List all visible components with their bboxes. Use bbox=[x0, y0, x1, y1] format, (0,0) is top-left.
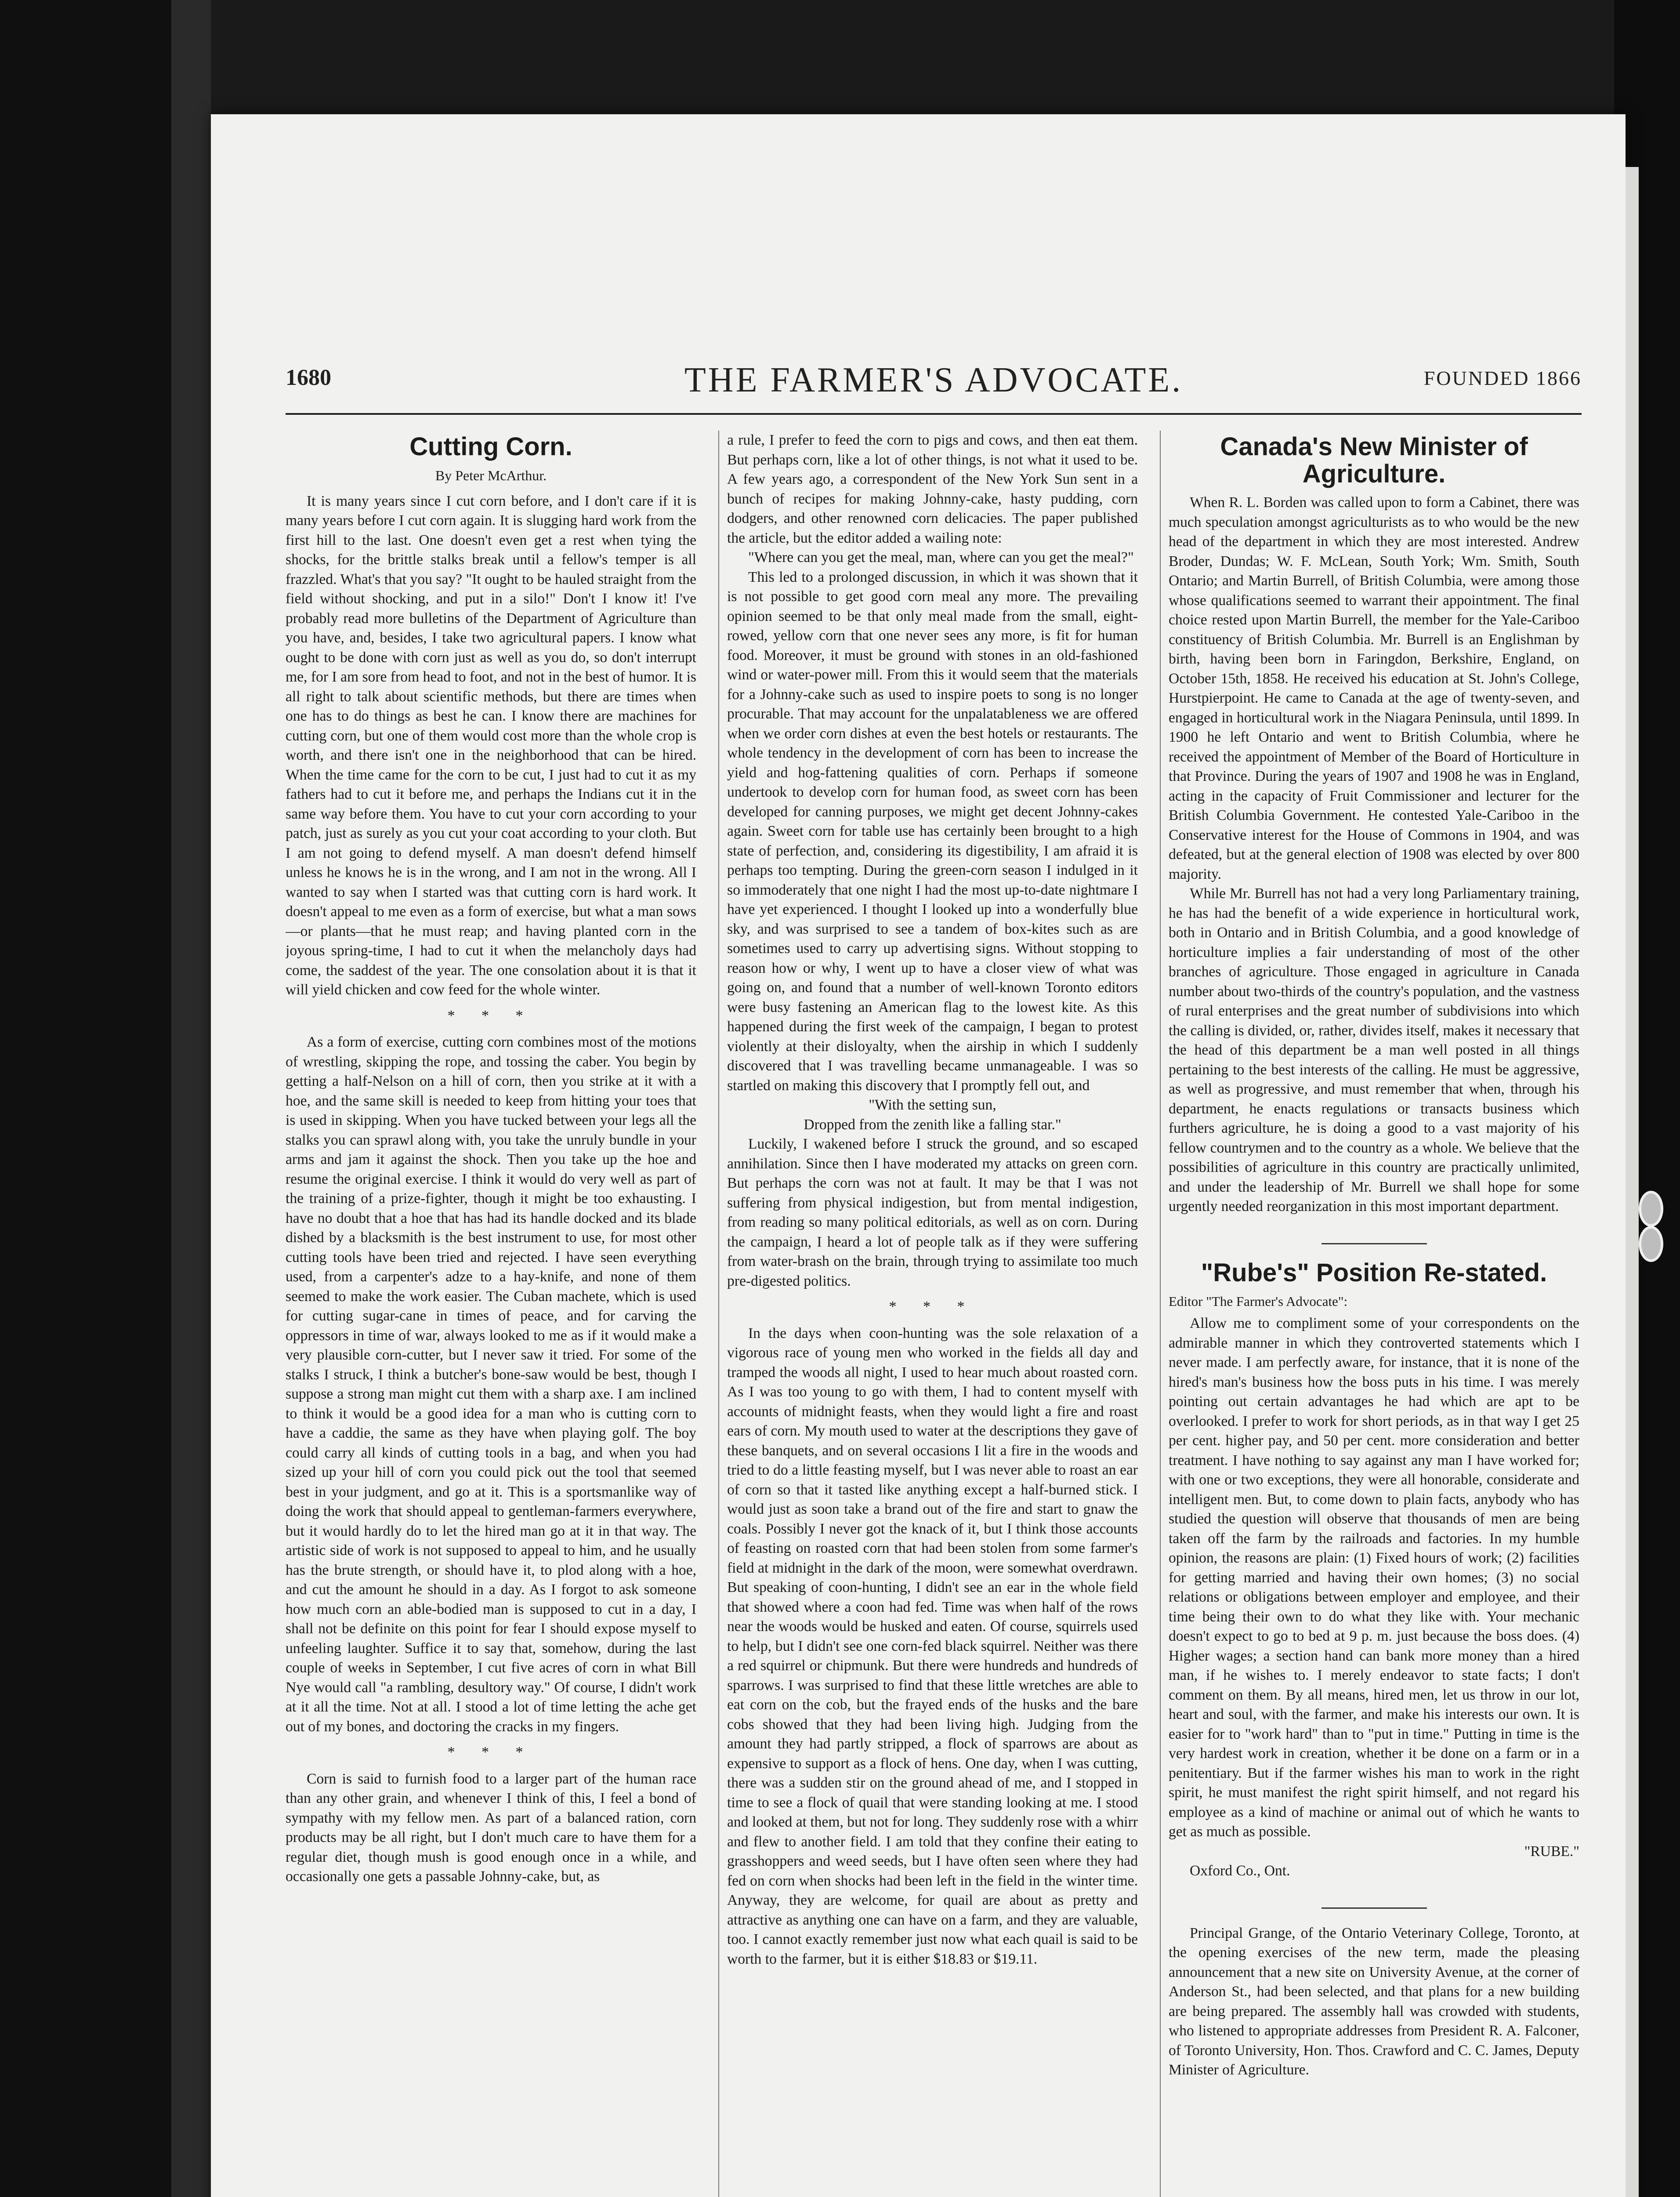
quotation: "Where can you get the meal, man, where can you get the meal?" bbox=[748, 549, 1134, 566]
article-divider bbox=[1322, 1907, 1427, 1909]
poem-line: "With the setting sun, bbox=[869, 1097, 996, 1113]
newspaper-page bbox=[211, 114, 1626, 2197]
founded-note: FOUNDED 1866 bbox=[1423, 367, 1582, 389]
article-title-minister: Canada's New Minister of Agriculture. bbox=[1220, 432, 1528, 488]
paragraph: Corn is said to furnish food to a larger part of the human race than any other grain, and whenever I think of this, I feel a bond of sympathy with my fellow men. As part of a balanced ration, corn products may be all right, but I don't much care to have them for a regular diet, though mush is good enough once in a while, and occasionally one gets a passable Johnny-cake, but, as bbox=[286, 1770, 696, 1885]
journal-title: THE FARMER'S ADVOCATE. bbox=[684, 361, 1183, 399]
column-rule bbox=[718, 431, 719, 2197]
binding-hole bbox=[1639, 1191, 1663, 1227]
paragraph: When R. L. Borden was called upon to form a Cabinet, there was much speculation amongst agriculturists as to who would be the new head of the department in which they are most interested. Andrew Broder, Dundas; W. F. McLean, South York; Wm. Smith, South Ontario; and Martin Burrell, of British Columbia, were among those whose qualifications seemed to warrant their appointment. The final choice rested upon Martin Burrell, the member for the Yale-Cariboo constituency of British Columbia. Mr. Burrell is an Englishman by birth, having been born in Faringdon, Berkshire, England, on October 15th, 1858. He received his education at St. John's College, Hurstpierpoint. He came to Canada at the age of twenty-seven, and engaged in horticultural work in the Niagara Peninsula, until 1899. In 1900 he left Ontario and went to British Columbia, where he received the appointment of Member of the Board of Horticulture in that Province. During the years of 1907 and 1908 he was in England, acting in the capacity of Fruit Commissioner and lecturer for the British Columbia Government. He contested Yale-Cariboo in the Conservative interest for the House of Commons in 1904, and was defeated, but at the general election of 1908 was elected by over 800 majority. bbox=[1169, 494, 1579, 882]
binding-holes bbox=[1639, 1191, 1669, 1252]
letter-place: Oxford Co., Ont. bbox=[1190, 1863, 1290, 1879]
page-number: 1680 bbox=[286, 365, 331, 390]
scanner-background-left bbox=[0, 0, 171, 2197]
poem-line: Dropped from the zenith like a falling star." bbox=[804, 1116, 1061, 1133]
article-divider bbox=[1322, 1243, 1427, 1244]
paragraph: Luckily, I wakened before I struck the ground, and so escaped annihilation. Since then I have moderated my attacks on green corn. But perhaps the corn was not at fault. It may be that I was not suffering from physical indigestion, but from mental indigestion, from reading so many political editorials, as well as on corn. During the campaign, I heard a lot of people talk as if they were suffering from water-brash on the brain, through trying to assimilate too much pre-digested politics. bbox=[727, 1136, 1138, 1289]
section-divider: * * * bbox=[447, 1007, 535, 1024]
paragraph: Allow me to compliment some of your correspondents on the admirable manner in which they controverted statements which I never made. I am perfectly aware, for instance, that it is none of the hired's man's business how the boss puts in his time. I was merely pointing out certain advantages he had which are apt to be overlooked. I prefer to work for short periods, as in that way I get 25 per cent. higher pay, and 50 per cent. more consideration and better treatment. I have nothing to say against any man I have worked for; with one or two exceptions, they were all honorable, considerate and intelligent men. But, to come down to plain facts, anybody who has studied the question will observe that thousands of men are being taken off the farm by the railroads and factories. In my humble opinion, the reasons are plain: (1) Fixed hours of work; (2) facilities for getting married and having their own homes; (3) no social relations or obligations between employer and employee, and their time being their own to do what they like with. Your mechanic doesn't expect to go to bed at 9 p. m. just because the boss does. (4) Higher wages; a section hand can bank more money than a hired man, if he wishes to. I merely endeavor to state facts; I don't comment on them. By all means, hired men, let us throw in our lot, heart and soul, with the farmer, and make his interests our own. It is easier for to "work hard" than to "put in time." Putting in time is the very hardest work in creation, whether it be done on a farm or in a penitentiary. But if the farmer wishes his man to work in the right spirit, he must manifest the right spirit himself, and not regard his employee as a kind of machine or animal out of which he wants to get as much as possible. bbox=[1169, 1315, 1579, 1840]
paragraph: This led to a prolonged discussion, in which it was shown that it is not possible to get good corn meal any more. The prevailing opinion seemed to be that only meal made from the small, eight-rowed, yellow corn that one never sees any more, is fit for human food. Moreover, it must be ground with stones in an old-fashioned wind or water-power mill. From this it would seem that the materials for a Johnny-cake such as used to inspire poets to song is no longer procurable. That may account for the unpalatableness we are offered when we order corn dishes at even the best hotels or restaurants. The whole tendency in the development of corn has been to increase the yield and hog-fattening qualities of corn. Perhaps if someone undertook to develop corn for human food, as sweet corn has been developed for canning purposes, we might get decent Johnny-cakes again. Sweet corn for table use has certainly been brought to a high state of perfection, and, considering its digestibility, I am afraid it is perhaps too tempting. During the green-corn season I indulged in it so immoderately that one night I had the most up-to-date nightmare I have yet experienced. I thought I looked up into a wonderfully blue sky, and was surprised to see a tandem of box-kites such as are sometimes used to carry up advertising signs. Without stopping to reason how or why, I went up to have a closer view of what was going on, and found that a number of well-known Toronto editors were busy fastening an American flag to the lowest kite. As this happened during the first week of the campaign, I began to protest violently at their disloyalty, when the airship in which I suddenly discovered that I was travelling became unmanageable. I was so startled on making this discovery that I promptly fell out, and bbox=[727, 569, 1138, 1094]
paragraph: In the days when coon-hunting was the sole relaxation of a vigorous race of young men who worked in the fields all day and tramped the woods all night, I used to hear much about roasted corn. As I was too young to go with them, I had to content myself with accounts of midnight feasts, when they would light a fire and roast ears of corn. My mouth used to water at the descriptions they gave of these banquets, and on several occasions I lit a fire in the woods and tried to do a little feasting myself, but I was never able to roast an ear of corn so that it tasted like anything except a half-burned stick. I would just as soon take a brand out of the fire and start to gnaw the coals. Possibly I never got the knack of it, but I think those accounts of feasting on roasted corn that had been stolen from some farmer's field at midnight in the dark of the moon, were somewhat overdrawn. But speaking of coon-hunting, I didn't see an ear in the whole field that showed where a coon had fed. Time was when half of the rows near the woods would be husked and eaten. Of course, squirrels used to help, but I didn't see one corn-fed black squirrel. Neither was there a red squirrel or chipmunk. But there were hundreds and hundreds of sparrows. I was surprised to find that these little wretches are able to eat corn on the cob, but the frayed ends of the husks and the bare cobs showed that they had been living high. Judging from the amount they had partly stripped, a flock of sparrows are about as expensive to support as a flock of hens. One day, when I was cutting, there was a sudden stir on the ground ahead of me, and I stopped in time to see a flock of quail that were standing looking at me. I stood and looked at them, but not for long. They suddenly rose with a whirr and flew to another field. I am told that they confine their eating to grasshoppers and weed seeds, but I have often seen where they had fed on corn when shocks had been left in the field in the winter time. Anyway, they are welcome, for quail are about as pretty and attractive as anything one can have on a farm, and they are valuable, too. I cannot exactly remember just now what each quail is said to be worth to the farmer, but it is either $18.83 or $19.11. bbox=[727, 1325, 1138, 1967]
column-1 bbox=[286, 431, 696, 2197]
paragraph: a rule, I prefer to feed the corn to pigs and cows, and then eat them. But perhaps corn, like a lot of other things, is not what it used to be. A few years ago, a correspondent of the New York Sun sent in a bunch of recipes for making Johnny-cake, hasty pudding, corn dodgers, and other renowned corn delicacies. The paper published the article, but the editor added a wailing note: bbox=[727, 432, 1138, 546]
paragraph: While Mr. Burrell has not had a very long Parliamentary training, he has had the benefit of a wide experience in horticultural work, both in Ontario and in British Columbia, and a good knowledge of horticulture implies a fair understanding of most of the other branches of agriculture. Those engaged in agriculture in Canada number about two-thirds of the country's population, and the vastness of rural enterprises and the great number of subdivisions into which the calling is divided, or, rather, divides itself, makes it necessary that the head of this department be a man well posted in all things pertaining to the best interests of the calling. He must be aggressive, as well as progressive, and must remember that when, through his department, he enacts regulations or transacts business which furthers agriculture, he is doing a good to a vast majority of his fellow countrymen and to the country as a whole. We believe that the possibilities of agriculture in this country are practically unlimited, and under the leadership of Mr. Burrell we shall hope for some urgently needed reorganization in this most important department. bbox=[1169, 885, 1579, 1215]
section-divider: * * * bbox=[889, 1298, 976, 1315]
binding-hole bbox=[1639, 1226, 1663, 1262]
page-edge bbox=[1626, 167, 1639, 2197]
letter-signature: "RUBE." bbox=[1524, 1843, 1579, 1860]
paragraph: As a form of exercise, cutting corn combines most of the motions of wrestling, skipping the rope, and tossing the caber. You begin by getting a half-Nelson on a hill of corn, then you strike at it with a hoe, and the same skill is needed to keep from hitting your toes that is used in skipping. When you have tucked between your legs all the stalks you can sprawl along with, you take the unruly bundle in your arms and jam it against the shock. Then you take up the hoe and resume the original exercise. I think it would do very well as part of the training of a prize-fighter, though it might be too exhausting. I have no doubt that a hoe that has had its handle docked and its blade dished by a blacksmith is the best instrument to use, for most other cutting tools have been tried and rejected. I have seen everything used, from a carpenter's adze to a hay-knife, and none of them seemed to make the work easier. The Cuban machete, which is used for cutting sugar-cane in times of peace, and for carving the oppressors in time of war, always looked to me as if it would make a very plausible corn-cutter, but I never saw it tried. For some of the stalks I struck, I think a butcher's bone-saw would be best, though I suppose a strong man might cut them with a sharp axe. I am inclined to think it would be a good idea for a man who is cutting corn to have a caddie, the same as they have when playing golf. The boy could carry all kinds of cutting tools in a bag, and when you had sized up your hill of corn you could pick out the tool that seemed best in your judgment, and go at it. This is a sportsmanlike way of doing the work that should appeal to gentleman-farmers everywhere, but it would hardly do to let the hired man go at it in that way. The artistic side of work is not supposed to appeal to him, and he usually has the brute strength, or should have it, to plod along with a hoe, and cut the amount he should in a day. As I forgot to ask someone how much corn an able-bodied man is supposed to cut in a day, I shall not be definite on this point for fear I should expose myself to unfeeling laughter. Suffice it to say that, somehow, during the last couple of weeks in September, I cut five acres of corn in what Bill Nye would call "a rambling, desultory way." Of course, I didn't work at it all the time. Not at all. I stood a lot of time letting the ache get out of my bones, and doctoring the cracks in my fingers. bbox=[286, 1034, 696, 1735]
page-shadow-strip bbox=[171, 0, 211, 2197]
page-header bbox=[286, 360, 1582, 415]
column-rule bbox=[1160, 431, 1161, 2197]
article-title-cutting-corn: Cutting Corn. bbox=[409, 432, 572, 461]
paragraph: It is many years since I cut corn before, and I don't care if it is many years before I cut corn again. It is slugging hard work from the first hill to the last. One doesn't even get a rest when tying the shocks, for the brittle stalks break until a fellow's temper is all frazzled. What's that you say? "It ought to be hauled straight from the field without shocking, and put in a silo!" Don't I know it! I've probably read more bulletins of the Department of Agriculture than you have, and, besides, I take two agricultural papers. I know what ought to be done with corn just as well as you do, so don't interrupt me, for I am sore from head to foot, and not in the best of humor. It is all right to talk about scientific methods, but there are times when one has to do things as best he can. I know there are machines for cutting corn, but one of them would cost more than the whole crop is worth, and there isn't one in the neighborhood that can be hired. When the time came for the corn to be cut, I just had to cut it as my fathers had to cut it before me, and perhaps the Indians cut it in the same way before them. You have to cut your corn according to your patch, just as surely as you cut your coat according to your cloth. But I am not going to defend myself. A man doesn't defend himself unless he knows he is in the wrong, and I am not in the wrong. All I wanted to say when I started was that cutting corn is hard work. It doesn't appeal to me even as a form of exercise, but what a man sows—or plants—that he must reap; and having planted corn in the joyous spring-time, I had to cut it when the melancholy days had come, the saddest of the year. The one consolation about it is that it will yield chicken and cow feed for the whole winter. bbox=[286, 493, 696, 998]
paragraph: Principal Grange, of the Ontario Veterinary College, Toronto, at the opening exercises of the new term, made the pleasing announcement that a new site on University Avenue, at the corner of Anderson St., had been selected, and that plans for a new building are being prepared. The assembly hall was crowded with students, who listened to appropriate addresses from President R. A. Falconer, of Toronto University, Hon. Thos. Crawford and C. C. James, Deputy Minister of Agriculture. bbox=[1169, 1925, 1579, 2078]
article-byline: By Peter McArthur. bbox=[435, 468, 547, 483]
article-title-rube: "Rube's" Position Re-stated. bbox=[1201, 1258, 1547, 1287]
column-2 bbox=[727, 431, 1138, 2197]
letter-salutation: Editor "The Farmer's Advocate": bbox=[1169, 1293, 1348, 1309]
section-divider: * * * bbox=[447, 1744, 535, 1760]
column-3 bbox=[1169, 431, 1579, 2197]
